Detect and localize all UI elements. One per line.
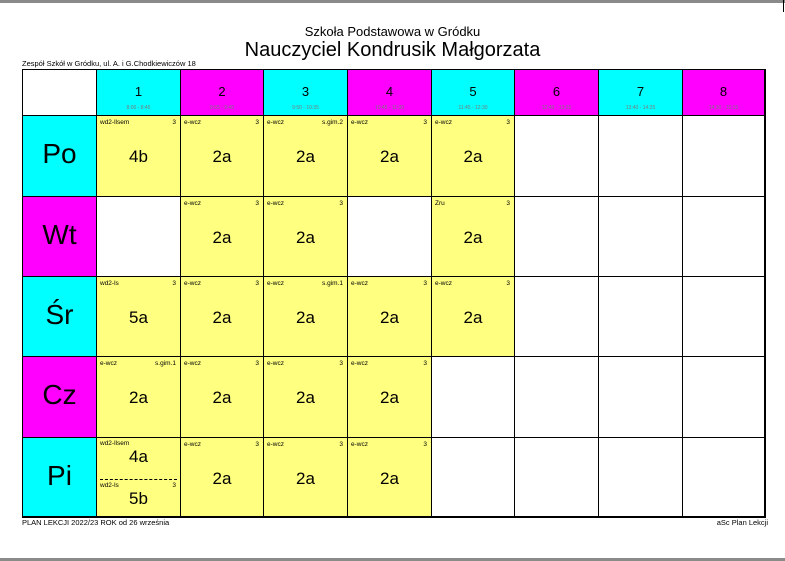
subject-code: e-wcz [184,360,201,367]
lesson-cell [264,438,348,517]
timetable-grid [22,69,766,518]
lesson-cell [348,116,432,197]
empty-cell [432,357,515,438]
lesson-cell [432,116,515,197]
subject-code: wd2-llsem [100,119,130,126]
period-time: 8:55 - 9:40 [210,105,234,111]
room-label: 3 [339,360,343,367]
lesson-cell [264,116,348,197]
period-header-1 [97,70,181,116]
subject-code: e-wcz [267,360,284,367]
period-number: 3 [301,84,310,99]
period-number: 7 [636,84,645,99]
class-name: 2a [380,469,399,488]
empty-cell [348,197,432,277]
room-label: 3 [506,280,510,287]
lesson-cell [181,277,264,357]
empty-cell [683,197,765,277]
room-label: s.gim.1 [155,360,176,367]
lesson-cell [348,357,432,438]
period-number: 4 [385,84,394,99]
lesson-cell [264,277,348,357]
class-name: 2a [212,308,232,327]
empty-cell [515,277,599,357]
class-name: 2a [380,147,399,166]
lesson-cell [181,197,264,277]
period-time: 9:50 - 10:35 [292,105,319,111]
subject-code: e-wcz [435,119,452,126]
subject-code: e-wcz [435,280,452,287]
lesson-cell [97,438,181,517]
subject-code: e-wcz [351,441,368,448]
period-header-3 [264,70,348,116]
room-label: 3 [423,360,427,367]
subject-code: e-wcz [184,200,201,207]
room-label: 3 [255,200,259,207]
class-name: 2a [296,388,315,407]
plan-footer: PLAN LEKCJI 2022/23 ROK od 26 września [22,518,170,527]
lesson-cell [181,357,264,438]
lesson-cell [97,116,181,197]
empty-cell [515,357,599,438]
lesson-cell [348,277,432,357]
empty-cell [599,116,683,197]
class-name: 2a [296,308,315,327]
lesson-cell [264,357,348,438]
software-credit: aSc Plan Lekcji [716,518,768,527]
page-edge-mark [783,0,784,12]
day-name: Po [42,138,77,169]
day-name: Wt [42,219,77,250]
class-name: 2a [463,147,483,166]
room-label: 3 [255,280,259,287]
subject-code: e-wcz [351,119,368,126]
room-label: 3 [506,200,510,207]
class-name: 2a [296,228,315,247]
day-name: Śr [45,299,74,330]
lesson-cell [348,438,432,517]
subject-code: e-wcz [267,280,284,287]
period-header-7 [599,70,683,116]
period-number: 1 [134,84,143,99]
period-time: 13:40 - 14:25 [625,105,656,111]
day-label-4 [23,438,97,517]
subject-code: wd2-ls [100,280,119,287]
period-time: 11:45 - 12:30 [458,105,488,111]
period-header-5 [432,70,515,116]
period-header-2 [181,70,264,116]
day-label-2 [23,277,97,357]
class-name: 2a [463,228,483,247]
period-number: 2 [218,84,226,99]
class-name: 5b [129,489,148,508]
day-name: Pi [47,460,72,491]
school-name: Szkoła Podstawowa w Gródku [304,24,481,39]
period-header-4 [348,70,432,116]
room-label: 3 [423,441,427,448]
class-name: 2a [212,147,232,166]
period-number: 5 [469,84,477,99]
period-header-6 [515,70,599,116]
period-header-8 [683,70,765,116]
subject-code: e-wcz [351,360,368,367]
class-name: 2a [212,228,232,247]
room-label: 3 [172,119,176,126]
period-time: 14:30 - 15:15 [708,105,739,111]
day-label-3 [23,357,97,438]
corner-cell [23,70,97,116]
room-label: 3 [506,119,510,126]
empty-cell [599,438,683,517]
room-label: 3 [255,360,259,367]
subject-code: e-wcz [267,119,284,126]
class-name: 2a [380,308,399,327]
class-name: 2a [296,147,315,166]
subject-code: e-wcz [100,360,117,367]
class-name: 2a [129,388,148,407]
school-address: Zespół Szkół w Gródku, ul. A. i G.Chodkiewiczów 18 [22,59,196,68]
room-label: 3 [339,441,343,448]
class-name: 4b [129,147,148,166]
class-name: 2a [463,308,483,327]
top-border [0,0,785,3]
lesson-half [97,480,180,517]
room-label: 3 [423,280,427,287]
lesson-cell [97,357,181,438]
period-number: 8 [719,84,728,99]
period-time: 12:40 - 13:25 [541,105,572,111]
class-name: 5a [129,308,148,327]
subject-code: e-wcz [184,441,201,448]
lesson-cell [181,438,264,517]
subject-code: wd2-llsem [100,440,130,447]
class-name: 2a [380,388,399,407]
class-name: 4a [129,447,148,466]
lesson-half [97,438,180,479]
empty-cell [432,438,515,517]
empty-cell [599,357,683,438]
period-time: 8:00 - 8:45 [126,105,151,111]
lesson-cell [97,277,181,357]
day-label-0 [23,116,97,197]
subject-code: e-wcz [267,441,284,448]
subject-code: e-wcz [184,280,201,287]
day-label-1 [23,197,97,277]
subject-code: e-wcz [267,200,284,207]
subject-code: e-wcz [184,119,201,126]
empty-cell [599,277,683,357]
empty-cell [599,197,683,277]
class-name: 2a [212,469,232,488]
room-label: s.gim.2 [322,119,343,126]
empty-cell [515,116,599,197]
lesson-cell [432,197,515,277]
room-label: 3 [423,119,427,126]
empty-cell [683,116,765,197]
empty-cell [515,197,599,277]
lesson-cell [432,277,515,357]
subject-code: wd2-ls [100,482,119,489]
room-label: 3 [255,441,259,448]
period-time: 10:45 - 11:30 [374,105,405,111]
empty-cell [97,197,181,277]
room-label: 3 [172,482,176,489]
split-divider [100,479,177,480]
class-name: 2a [212,388,232,407]
empty-cell [515,438,599,517]
empty-cell [683,357,765,438]
room-label: s.gim.1 [322,280,343,287]
teacher-title: Nauczyciel Kondrusik Małgorzata [244,39,541,61]
empty-cell [683,277,765,357]
subject-code: Zru [435,200,445,207]
period-number: 6 [552,84,561,99]
room-label: 3 [339,200,343,207]
empty-cell [683,438,765,517]
room-label: 3 [172,280,176,287]
room-label: 3 [255,119,259,126]
lesson-cell [181,116,264,197]
day-name: Cz [42,379,77,410]
class-name: 2a [296,469,315,488]
lesson-cell [264,197,348,277]
subject-code: e-wcz [351,280,368,287]
